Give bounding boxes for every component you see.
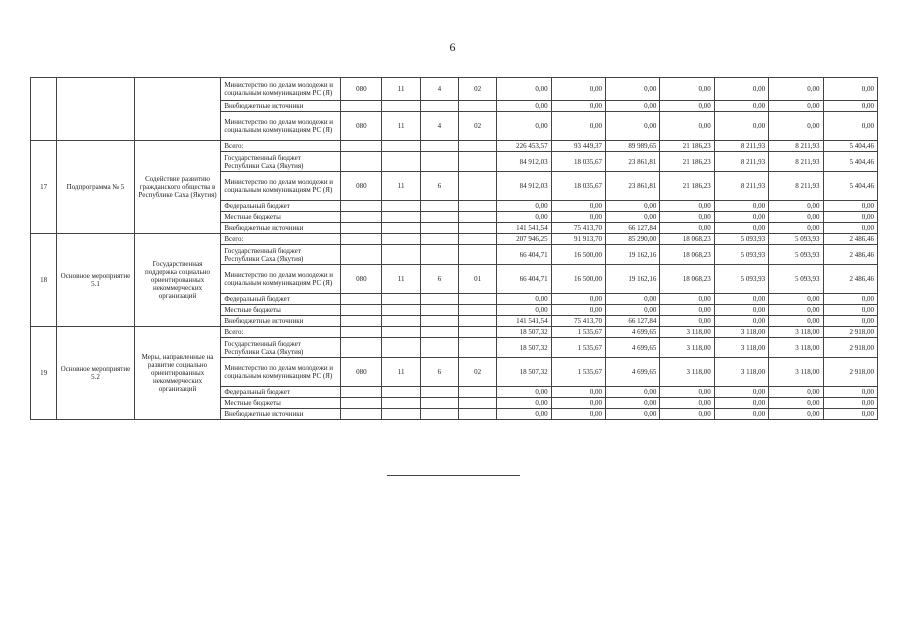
value-cell: 2 918,00 [823,327,878,338]
value-cell: 8 211,93 [714,141,768,152]
value-cell: 0,00 [551,112,605,141]
value-cell: 18 507,32 [497,358,551,387]
value-cell: 5 093,93 [769,245,823,265]
value-cell: 5 404,46 [823,152,878,172]
value-cell: 0,00 [823,294,878,305]
pr-cell [420,152,458,172]
rz-cell [382,141,420,152]
value-cell: 18 507,32 [497,327,551,338]
rz-cell [382,223,420,234]
value-cell: 0,00 [551,409,605,420]
grbs-cell: 080 [341,172,382,201]
source-cell: Внебюджетные источники [221,223,341,234]
table-row [31,141,878,152]
value-cell: 1 535,67 [551,327,605,338]
row-number-cell: 18 [31,234,57,327]
source-cell: Внебюджетные источники [221,409,341,420]
value-cell: 0,00 [497,101,551,112]
value-cell: 0,00 [660,112,714,141]
pr-cell [420,316,458,327]
value-cell: 0,00 [823,212,878,223]
rz-cell [382,152,420,172]
value-cell: 226 453,57 [497,141,551,152]
vr-cell [458,245,496,265]
vr-cell: 02 [458,112,496,141]
value-cell: 0,00 [497,78,551,101]
value-cell: 0,00 [769,294,823,305]
value-cell: 0,00 [769,78,823,101]
value-cell: 0,00 [714,398,768,409]
value-cell: 0,00 [714,112,768,141]
value-cell: 21 186,23 [660,152,714,172]
value-cell: 91 913,70 [551,234,605,245]
grbs-cell [341,201,382,212]
value-cell: 18 035,67 [551,152,605,172]
source-cell: Министерство по делам молодежи и социальным коммуникациям РС (Я) [221,172,341,201]
value-cell: 5 093,93 [714,234,768,245]
value-cell: 75 413,70 [551,223,605,234]
pr-cell [420,141,458,152]
vr-cell [458,172,496,201]
value-cell: 0,00 [551,387,605,398]
pr-cell: 6 [420,358,458,387]
value-cell: 0,00 [551,294,605,305]
value-cell: 0,00 [714,294,768,305]
footer-divider [387,475,520,476]
value-cell: 0,00 [551,78,605,101]
value-cell: 0,00 [714,78,768,101]
value-cell: 19 162,16 [606,245,660,265]
pr-cell: 4 [420,78,458,101]
vr-cell [458,398,496,409]
value-cell: 3 118,00 [714,358,768,387]
value-cell: 2 486,46 [823,245,878,265]
source-cell: Государственный бюджет Республики Саха (Якутия) [221,245,341,265]
pr-cell: 6 [420,265,458,294]
vr-cell: 01 [458,265,496,294]
grbs-cell [341,338,382,358]
grbs-cell [341,141,382,152]
value-cell: 0,00 [769,212,823,223]
rz-cell [382,327,420,338]
rz-cell [382,294,420,305]
value-cell: 0,00 [497,201,551,212]
program-name-cell: Подпрограмма № 5 [57,141,135,234]
value-cell: 0,00 [606,112,660,141]
program-title-cell: Содействие развитию гражданского общества в Республике Саха (Якутия) [134,141,221,234]
vr-cell [458,305,496,316]
value-cell: 5 404,46 [823,141,878,152]
value-cell: 0,00 [769,316,823,327]
value-cell: 16 500,00 [551,265,605,294]
value-cell: 0,00 [769,305,823,316]
grbs-cell [341,316,382,327]
rz-cell [382,398,420,409]
value-cell: 207 946,25 [497,234,551,245]
grbs-cell [341,409,382,420]
value-cell: 19 162,16 [606,265,660,294]
value-cell: 8 211,93 [769,141,823,152]
value-cell: 5 093,93 [769,265,823,294]
value-cell: 0,00 [714,387,768,398]
value-cell: 0,00 [551,212,605,223]
vr-cell [458,223,496,234]
value-cell: 0,00 [714,409,768,420]
value-cell: 0,00 [769,112,823,141]
vr-cell [458,294,496,305]
value-cell: 0,00 [823,78,878,101]
source-cell: Министерство по делам молодежи и социальным коммуникациям РС (Я) [221,265,341,294]
value-cell: 66 404,71 [497,245,551,265]
value-cell: 0,00 [823,387,878,398]
value-cell: 0,00 [660,223,714,234]
value-cell: 3 118,00 [660,338,714,358]
vr-cell [458,152,496,172]
program-name-cell [57,78,135,141]
grbs-cell [341,101,382,112]
value-cell: 0,00 [551,101,605,112]
program-title-cell: Меры, направленные на развитие социально ориентированных некоммерческих организаций [134,327,221,420]
vr-cell [458,327,496,338]
value-cell: 3 118,00 [769,358,823,387]
rz-cell [382,387,420,398]
value-cell: 3 118,00 [769,327,823,338]
source-cell: Федеральный бюджет [221,294,341,305]
value-cell: 18 068,23 [660,265,714,294]
vr-cell: 02 [458,358,496,387]
rz-cell: 11 [382,265,420,294]
grbs-cell: 080 [341,265,382,294]
source-cell: Министерство по делам молодежи и социальным коммуникациям РС (Я) [221,78,341,101]
budget-table [30,77,878,420]
rz-cell: 11 [382,358,420,387]
rz-cell: 11 [382,78,420,101]
value-cell: 0,00 [660,398,714,409]
program-title-cell [134,78,221,141]
value-cell: 0,00 [714,212,768,223]
value-cell: 0,00 [606,305,660,316]
value-cell: 8 211,93 [769,152,823,172]
value-cell: 0,00 [714,101,768,112]
value-cell: 0,00 [714,223,768,234]
value-cell: 0,00 [823,305,878,316]
grbs-cell [341,152,382,172]
source-cell: Федеральный бюджет [221,201,341,212]
value-cell: 0,00 [497,294,551,305]
value-cell: 0,00 [823,223,878,234]
value-cell: 4 699,65 [606,358,660,387]
source-cell: Всего: [221,234,341,245]
value-cell: 3 118,00 [660,358,714,387]
pr-cell [420,338,458,358]
value-cell: 0,00 [551,398,605,409]
value-cell: 3 118,00 [714,327,768,338]
rz-cell [382,245,420,265]
value-cell: 141 541,54 [497,316,551,327]
value-cell: 21 186,23 [660,172,714,201]
pr-cell: 4 [420,112,458,141]
rz-cell: 11 [382,172,420,201]
grbs-cell [341,294,382,305]
budget-table-body [31,78,878,420]
value-cell: 66 404,71 [497,265,551,294]
value-cell: 2 486,46 [823,234,878,245]
value-cell: 21 186,23 [660,141,714,152]
value-cell: 5 093,93 [714,245,768,265]
program-name-cell: Основное мероприятие 5.1 [57,234,135,327]
value-cell: 84 912,03 [497,152,551,172]
value-cell: 8 211,93 [714,152,768,172]
vr-cell: 02 [458,78,496,101]
value-cell: 0,00 [606,409,660,420]
value-cell: 0,00 [660,316,714,327]
value-cell: 18 507,32 [497,338,551,358]
value-cell: 0,00 [714,305,768,316]
page-number: 6 [449,40,456,54]
value-cell: 0,00 [497,112,551,141]
value-cell: 4 699,65 [606,327,660,338]
value-cell: 0,00 [497,398,551,409]
pr-cell [420,223,458,234]
value-cell: 8 211,93 [714,172,768,201]
rz-cell [382,212,420,223]
source-cell: Внебюджетные источники [221,101,341,112]
value-cell: 0,00 [769,201,823,212]
value-cell: 0,00 [660,201,714,212]
pr-cell [420,212,458,223]
value-cell: 85 290,00 [606,234,660,245]
source-cell: Местные бюджеты [221,305,341,316]
row-number-cell: 17 [31,141,57,234]
value-cell: 0,00 [769,409,823,420]
value-cell: 16 500,00 [551,245,605,265]
pr-cell [420,305,458,316]
pr-cell [420,294,458,305]
grbs-cell [341,398,382,409]
value-cell: 0,00 [769,223,823,234]
value-cell: 0,00 [606,78,660,101]
vr-cell [458,201,496,212]
rz-cell: 11 [382,112,420,141]
value-cell: 0,00 [714,316,768,327]
value-cell: 0,00 [769,387,823,398]
value-cell: 0,00 [497,212,551,223]
table-row [31,234,878,245]
value-cell: 0,00 [660,101,714,112]
value-cell: 0,00 [769,398,823,409]
value-cell: 93 449,37 [551,141,605,152]
pr-cell [420,387,458,398]
grbs-cell: 080 [341,112,382,141]
rz-cell [382,316,420,327]
source-cell: Федеральный бюджет [221,387,341,398]
value-cell: 5 404,46 [823,172,878,201]
value-cell: 89 989,65 [606,141,660,152]
pr-cell [420,101,458,112]
value-cell: 0,00 [769,101,823,112]
grbs-cell [341,245,382,265]
value-cell: 0,00 [497,305,551,316]
rz-cell [382,234,420,245]
value-cell: 5 093,93 [769,234,823,245]
pr-cell [420,245,458,265]
value-cell: 18 035,67 [551,172,605,201]
grbs-cell [341,223,382,234]
value-cell: 0,00 [551,305,605,316]
vr-cell [458,234,496,245]
pr-cell [420,234,458,245]
value-cell: 8 211,93 [769,172,823,201]
rz-cell [382,101,420,112]
program-name-cell: Основное мероприятие 5.2 [57,327,135,420]
source-cell: Министерство по делам молодежи и социальным коммуникациям РС (Я) [221,358,341,387]
table-row [31,327,878,338]
source-cell: Государственный бюджет Республики Саха (Якутия) [221,338,341,358]
value-cell: 0,00 [823,316,878,327]
value-cell: 66 127,84 [606,316,660,327]
pr-cell [420,409,458,420]
pr-cell [420,398,458,409]
grbs-cell [341,387,382,398]
vr-cell [458,101,496,112]
pr-cell [420,201,458,212]
grbs-cell [341,327,382,338]
grbs-cell: 080 [341,358,382,387]
value-cell: 0,00 [497,387,551,398]
value-cell: 23 861,81 [606,152,660,172]
grbs-cell [341,212,382,223]
source-cell: Всего: [221,327,341,338]
grbs-cell [341,234,382,245]
value-cell: 0,00 [823,201,878,212]
value-cell: 4 699,65 [606,338,660,358]
value-cell: 0,00 [606,294,660,305]
rz-cell [382,305,420,316]
value-cell: 66 127,84 [606,223,660,234]
value-cell: 0,00 [660,305,714,316]
pr-cell [420,327,458,338]
value-cell: 0,00 [606,212,660,223]
source-cell: Местные бюджеты [221,398,341,409]
value-cell: 23 861,81 [606,172,660,201]
value-cell: 3 118,00 [769,338,823,358]
value-cell: 0,00 [823,112,878,141]
value-cell: 0,00 [823,101,878,112]
value-cell: 0,00 [660,212,714,223]
vr-cell [458,387,496,398]
value-cell: 0,00 [606,201,660,212]
value-cell: 2 918,00 [823,358,878,387]
vr-cell [458,212,496,223]
value-cell: 0,00 [660,294,714,305]
rz-cell [382,409,420,420]
value-cell: 0,00 [606,398,660,409]
value-cell: 0,00 [823,398,878,409]
vr-cell [458,141,496,152]
value-cell: 5 093,93 [714,265,768,294]
value-cell: 141 541,54 [497,223,551,234]
source-cell: Государственный бюджет Республики Саха (Якутия) [221,152,341,172]
value-cell: 0,00 [660,387,714,398]
value-cell: 84 912,03 [497,172,551,201]
value-cell: 0,00 [497,409,551,420]
grbs-cell: 080 [341,78,382,101]
pr-cell: 6 [420,172,458,201]
value-cell: 3 118,00 [714,338,768,358]
value-cell: 0,00 [606,387,660,398]
rz-cell [382,338,420,358]
vr-cell [458,316,496,327]
grbs-cell [341,305,382,316]
vr-cell [458,409,496,420]
table-row [31,78,878,101]
value-cell: 75 413,70 [551,316,605,327]
value-cell: 2 918,00 [823,338,878,358]
source-cell: Всего: [221,141,341,152]
vr-cell [458,338,496,358]
value-cell: 0,00 [551,201,605,212]
source-cell: Министерство по делам молодежи и социальным коммуникациям РС (Я) [221,112,341,141]
value-cell: 0,00 [660,78,714,101]
rz-cell [382,201,420,212]
value-cell: 1 535,67 [551,358,605,387]
value-cell: 0,00 [606,101,660,112]
source-cell: Внебюджетные источники [221,316,341,327]
value-cell: 0,00 [660,409,714,420]
value-cell: 2 486,46 [823,265,878,294]
value-cell: 3 118,00 [660,327,714,338]
row-number-cell: 19 [31,327,57,420]
row-number-cell [31,78,57,141]
value-cell: 0,00 [823,409,878,420]
source-cell: Местные бюджеты [221,212,341,223]
value-cell: 18 068,23 [660,234,714,245]
value-cell: 0,00 [714,201,768,212]
program-title-cell: Государственная поддержка социально ориентированных некоммерческих организаций [134,234,221,327]
value-cell: 18 068,23 [660,245,714,265]
value-cell: 1 535,67 [551,338,605,358]
